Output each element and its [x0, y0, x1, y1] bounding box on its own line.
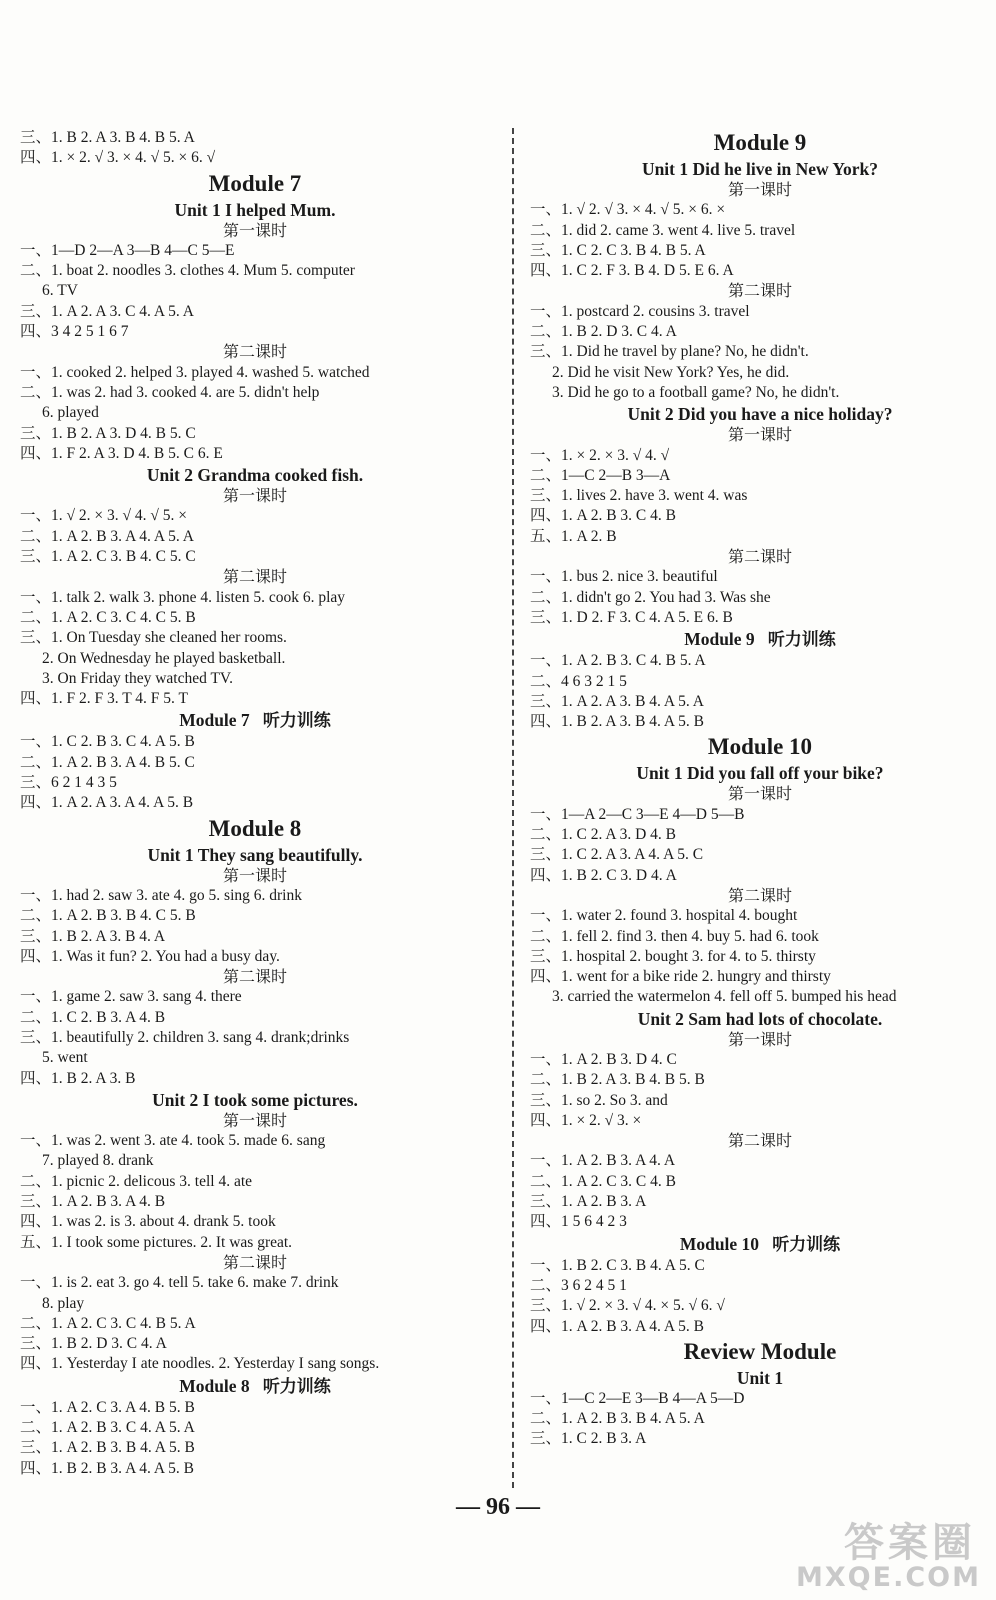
answer-line: 一、1. talk 2. walk 3. phone 4. listen 5. cook 6. play [20, 588, 346, 606]
answer-line: 三、1. C 2. B 3. A [530, 1430, 647, 1448]
page-number: — 96 — [456, 1494, 540, 1520]
answer-line: 四、1. A 2. B 3. A 4. A 5. B [530, 1317, 704, 1335]
lesson-heading: 第二课时 [727, 885, 792, 905]
answer-line: 三、1. B 2. A 3. B 4. A [20, 927, 166, 945]
listening-practice-heading [20, 709, 490, 732]
answer-line: 一、1. × 2. × 3. √ 4. √ [530, 446, 670, 464]
answer-line: 一、1. is 2. eat 3. go 4. tell 5. take 6. make 7. drink [20, 1274, 339, 1292]
answer-line: 三、1. On Tuesday she cleaned her rooms. [20, 629, 287, 647]
answer-line: 一、1. A 2. C 3. A 4. B 5. B [20, 1398, 195, 1416]
lesson-heading: 第二课时 [727, 547, 792, 567]
listening-practice-label: 听力训练 [767, 630, 836, 651]
listening-practice-heading [530, 1233, 990, 1256]
listening-module-label: Module 9 [684, 629, 755, 650]
answer-line: 二、1. was 2. had 3. cooked 4. are 5. didn't help [20, 383, 320, 401]
answer-line: 四、1. Yesterday I ate noodles. 2. Yesterday I sang songs. [20, 1355, 380, 1373]
answer-line: 一、1. game 2. saw 3. sang 4. there [20, 988, 242, 1006]
answer-line: 二、3 6 2 4 5 1 [530, 1276, 627, 1294]
answer-line: 四、1. B 2. C 3. D 4. A [530, 866, 677, 884]
answer-line: 四、1. × 2. √ 3. × [530, 1111, 642, 1129]
unit-heading: Unit 2 Sam had lots of chocolate. [637, 1008, 883, 1029]
module-heading: Module 10 [707, 734, 813, 760]
answer-line: 三、1. A 2. C 3. B 4. C 5. C [20, 548, 196, 566]
listening-module-label: Module 7 [179, 710, 250, 731]
answer-line: 二、1. A 2. B 3. B 4. A 5. A [530, 1410, 705, 1428]
answer-line: 二、1. A 2. B 3. A 4. B 5. C [20, 753, 195, 771]
answer-line: 二、1. did 2. came 3. went 4. live 5. travel [530, 221, 796, 239]
answer-line: 四、1. C 2. F 3. B 4. D 5. E 6. A [530, 262, 734, 280]
answer-line: 一、1—A 2—C 3—E 4—D 5—B [530, 805, 745, 823]
answer-line: 五、1. I took some pictures. 2. It was great. [20, 1233, 293, 1251]
unit-heading: Unit 1 Did he live in New York? [641, 159, 879, 179]
listening-practice-heading [20, 1375, 490, 1398]
answer-line: 三、1. √ 2. × 3. √ 4. × 5. √ 6. √ [530, 1297, 725, 1315]
lesson-heading: 第二课时 [222, 1252, 287, 1272]
answer-line-continued: 2. Did he visit New York? Yes, he did. [552, 363, 790, 381]
lesson-heading: 第二课时 [727, 281, 792, 301]
module-heading: Module 8 [208, 815, 302, 841]
lesson-heading: 第二课时 [222, 342, 287, 362]
unit-heading: Unit 2 I took some pictures. [152, 1089, 358, 1110]
answer-line: 五、1. A 2. B [530, 527, 617, 545]
unit-heading: Unit 1 Did you fall off your bike? [636, 763, 884, 784]
answer-line: 二、1. A 2. B 3. A 4. A 5. A [20, 527, 194, 545]
module-heading: Module 9 [713, 130, 807, 155]
answer-line: 二、4 6 3 2 1 5 [530, 672, 627, 690]
answer-line: 四、1. F 2. A 3. D 4. B 5. C 6. E [20, 444, 223, 462]
answer-line: 四、1. × 2. √ 3. × 4. √ 5. × 6. √ [20, 149, 216, 167]
lesson-heading: 第一课时 [727, 784, 792, 804]
answer-line: 一、1. postcard 2. cousins 3. travel [530, 302, 750, 320]
answer-line: 一、1. cooked 2. helped 3. played 4. washed 5. watched [20, 363, 370, 381]
answer-line: 三、1. A 2. A 3. B 4. A 5. A [530, 692, 704, 710]
listening-practice-label: 听力训练 [262, 711, 331, 732]
answer-line: 三、1. D 2. F 3. C 4. A 5. E 6. B [530, 608, 733, 626]
lesson-heading: 第一课时 [727, 1029, 792, 1049]
answer-line-continued: 3. carried the watermelon 4. fell off 5. bumped his head [552, 988, 897, 1006]
answer-line-continued: 3. On Friday they watched TV. [42, 669, 233, 687]
answer-line: 二、1. C 2. A 3. D 4. B [530, 826, 676, 844]
lesson-heading: 第二课时 [222, 567, 287, 587]
listening-practice-heading [530, 628, 990, 651]
lesson-heading: 第一课时 [727, 425, 792, 445]
answer-line: 二、1. A 2. C 3. C 4. B [530, 1172, 676, 1190]
answer-line: 一、1. water 2. found 3. hospital 4. bought [530, 907, 798, 925]
answer-line: 三、1. C 2. A 3. A 4. A 5. C [530, 846, 704, 864]
answer-line: 二、1. boat 2. noodles 3. clothes 4. Mum 5. computer [20, 262, 355, 280]
answer-line: 一、1. had 2. saw 3. ate 4. go 5. sing 6. drink [20, 886, 302, 904]
answer-line: 三、1. beautifully 2. children 3. sang 4. drank;drinks [20, 1028, 350, 1046]
answer-line: 二、1. A 2. C 3. C 4. B 5. A [20, 1314, 196, 1332]
answer-line: 一、1. A 2. B 3. D 4. C [530, 1050, 677, 1068]
listening-practice-label: 听力训练 [772, 1234, 841, 1255]
answer-line: 二、1. C 2. B 3. A 4. B [20, 1008, 166, 1026]
answer-line: 二、1. B 2. D 3. C 4. A [530, 323, 677, 341]
module-heading: Module 7 [208, 170, 302, 196]
answer-line-continued: 6. TV [42, 282, 78, 300]
answer-line: 一、1. B 2. C 3. B 4. A 5. C [530, 1256, 705, 1274]
listening-module-label: Module 10 [679, 1233, 760, 1254]
unit-heading: Unit 2 Grandma cooked fish. [146, 465, 364, 486]
answer-line: 一、1. C 2. B 3. C 4. A 5. B [20, 733, 195, 751]
answer-line: 一、1. A 2. B 3. C 4. B 5. A [530, 652, 706, 670]
answer-line: 四、1. went for a bike ride 2. hungry and thirsty [530, 968, 831, 986]
answer-line: 四、1. F 2. F 3. T 4. F 5. T [20, 690, 188, 708]
answer-line: 三、1. A 2. A 3. C 4. A 5. A [20, 302, 194, 320]
answer-line: 三、1. A 2. B 3. B 4. A 5. B [20, 1439, 195, 1457]
listening-module-label: Module 8 [179, 1375, 250, 1396]
lesson-heading: 第二课时 [222, 967, 287, 987]
answer-line: 二、1. A 2. C 3. C 4. C 5. B [20, 608, 196, 626]
answer-line: 三、1. so 2. So 3. and [530, 1091, 668, 1109]
watermark-logo [796, 1519, 981, 1593]
answer-line: 二、1. didn't go 2. You had 3. Was she [530, 588, 771, 606]
lesson-heading: 第一课时 [222, 865, 287, 885]
answer-line: 三、1. C 2. C 3. B 4. B 5. A [530, 241, 706, 259]
unit-heading: Unit 1 [736, 1367, 784, 1388]
answer-line: 三、1. B 2. A 3. D 4. B 5. C [20, 424, 196, 442]
answer-line: 一、1. was 2. went 3. ate 4. took 5. made 6. sang [20, 1132, 326, 1150]
answer-line: 一、1. bus 2. nice 3. beautiful [530, 568, 718, 586]
listening-practice-label: 听力训练 [262, 1376, 331, 1397]
answer-line: 四、1. B 2. B 3. A 4. A 5. B [20, 1459, 194, 1477]
answer-line: 二、1. fell 2. find 3. then 4. buy 5. had 6. took [530, 927, 819, 945]
answer-line: 四、1. B 2. A 3. B 4. A 5. B [530, 713, 704, 731]
answer-line: 三、1. lives 2. have 3. went 4. was [530, 487, 748, 505]
answer-line: 一、1. √ 2. × 3. √ 4. √ 5. × [20, 507, 188, 525]
lesson-heading: 第二课时 [727, 1131, 792, 1151]
column-divider [512, 128, 514, 1488]
lesson-heading: 第一课时 [222, 220, 287, 240]
lesson-heading: 第一课时 [222, 1110, 287, 1130]
answer-line: 三、1. B 2. D 3. C 4. A [20, 1335, 167, 1353]
unit-heading: Unit 1 I helped Mum. [174, 199, 336, 220]
answer-line: 四、1. Was it fun? 2. You had a busy day. [20, 947, 280, 965]
answer-line: 一、1—D 2—A 3—B 4—C 5—E [20, 241, 235, 259]
answer-line: 一、1. A 2. B 3. A 4. A [530, 1152, 676, 1170]
answer-line: 四、1. A 2. B 3. C 4. B [530, 507, 676, 525]
watermark-line1: 答案圈 [844, 1519, 976, 1566]
answer-line-continued: 3. Did he go to a football game? No, he didn't. [552, 383, 840, 401]
answer-line: 三、1. A 2. B 3. A 4. B [20, 1193, 166, 1211]
answer-line-continued: 5. went [42, 1049, 88, 1067]
answer-line: 三、1. A 2. B 3. A [530, 1193, 647, 1211]
answer-line: 三、6 2 1 4 3 5 [20, 774, 117, 792]
answer-line: 二、1—C 2—B 3—A [530, 466, 671, 484]
lesson-heading: 第一课时 [222, 486, 287, 506]
answer-line: 三、1. B 2. A 3. B 4. B 5. A [20, 129, 195, 146]
answer-line: 一、1—C 2—E 3—B 4—A 5—D [530, 1389, 745, 1407]
left-answer-column [20, 128, 490, 1479]
unit-heading: Unit 1 They sang beautifully. [147, 844, 363, 865]
answer-line: 二、1. B 2. A 3. B 4. B 5. B [530, 1071, 705, 1089]
unit-heading: Unit 2 Did you have a nice holiday? [627, 404, 893, 425]
answer-line: 二、1. A 2. B 3. C 4. A 5. A [20, 1419, 195, 1437]
answer-line: 四、1. A 2. A 3. A 4. A 5. B [20, 794, 194, 812]
lesson-heading: 第一课时 [727, 180, 792, 199]
answer-line-continued: 7. played 8. drank [42, 1152, 154, 1170]
module-heading: Review Module [683, 1338, 837, 1364]
answer-line: 四、1. B 2. A 3. B [20, 1069, 136, 1087]
answer-line-continued: 6. played [42, 404, 99, 422]
answer-line: 二、1. A 2. B 3. B 4. C 5. B [20, 907, 196, 925]
answer-line: 四、1. was 2. is 3. about 4. drank 5. took [20, 1213, 276, 1231]
answer-line: 四、1 5 6 4 2 3 [530, 1213, 627, 1231]
answer-line-continued: 2. On Wednesday he played basketball. [42, 649, 286, 667]
answer-line: 二、1. picnic 2. delicous 3. tell 4. ate [20, 1172, 253, 1190]
right-answer-column [530, 128, 990, 1450]
answer-line: 三、1. hospital 2. bought 3. for 4. to 5. thirsty [530, 947, 816, 965]
answer-line: 一、1. √ 2. √ 3. × 4. √ 5. × 6. × [530, 201, 726, 219]
answer-line-continued: 8. play [42, 1294, 85, 1312]
answer-line: 四、3 4 2 5 1 6 7 [20, 323, 129, 341]
watermark-line2: MXQE.COM [796, 1561, 981, 1593]
answer-line: 三、1. Did he travel by plane? No, he didn't. [530, 343, 809, 361]
